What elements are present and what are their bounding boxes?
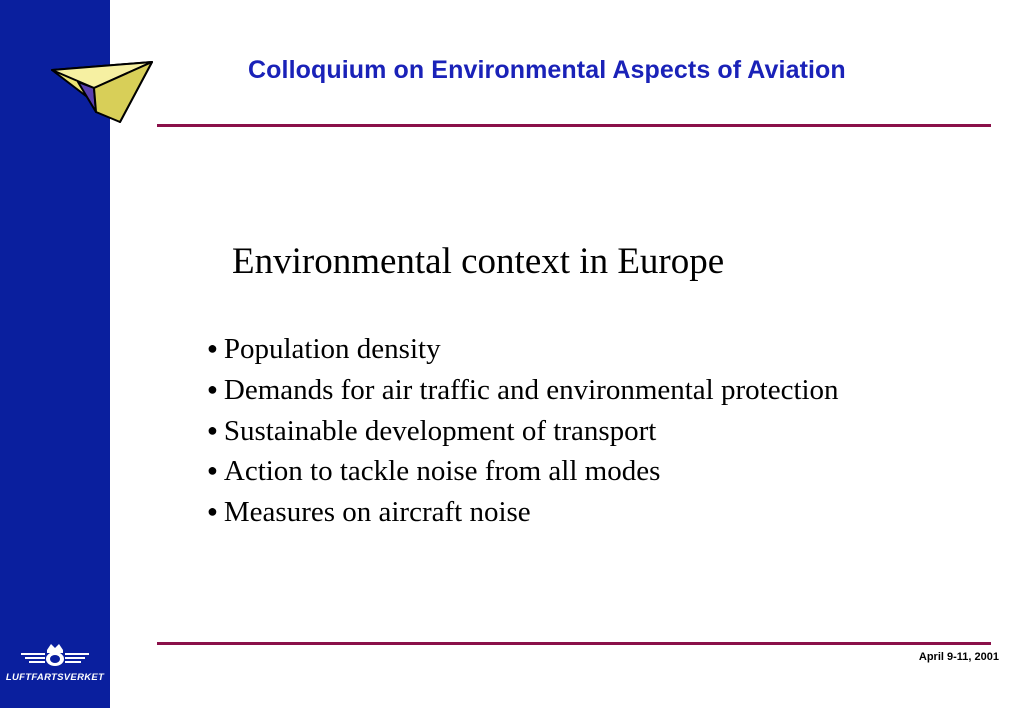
bullet-icon: ● xyxy=(207,501,218,522)
bullet-icon: ● xyxy=(207,460,218,481)
bullet-text: Sustainable development of transport xyxy=(223,414,657,447)
header-divider xyxy=(157,124,991,127)
bullet-list xyxy=(207,331,839,535)
logo-text: LUFTFARTSVERKET xyxy=(5,672,105,683)
bullet-text: Action to tackle noise from all modes xyxy=(223,455,661,488)
bullet-icon: ● xyxy=(207,338,218,358)
slide-heading: Environmental context in Europe xyxy=(232,241,725,282)
paper-plane-icon xyxy=(50,60,154,124)
header-title: Colloquium on Environmental Aspects of Aviation xyxy=(248,56,846,84)
list-item xyxy=(207,453,839,494)
crown-wings-icon xyxy=(17,640,93,670)
footer-divider xyxy=(157,642,991,645)
bullet-text: Measures on aircraft noise xyxy=(223,496,531,529)
bullet-icon: ● xyxy=(207,378,218,399)
list-item xyxy=(207,413,839,454)
bullet-text: Population density xyxy=(223,333,441,365)
list-item xyxy=(207,494,839,535)
list-item xyxy=(207,372,839,413)
list-item xyxy=(207,331,839,372)
luftfartsverket-logo xyxy=(4,640,106,696)
bullet-text: Demands for air traffic and environmental protection xyxy=(223,373,839,406)
bullet-icon: ● xyxy=(207,419,218,440)
date-label: April 9-11, 2001 xyxy=(918,651,999,663)
